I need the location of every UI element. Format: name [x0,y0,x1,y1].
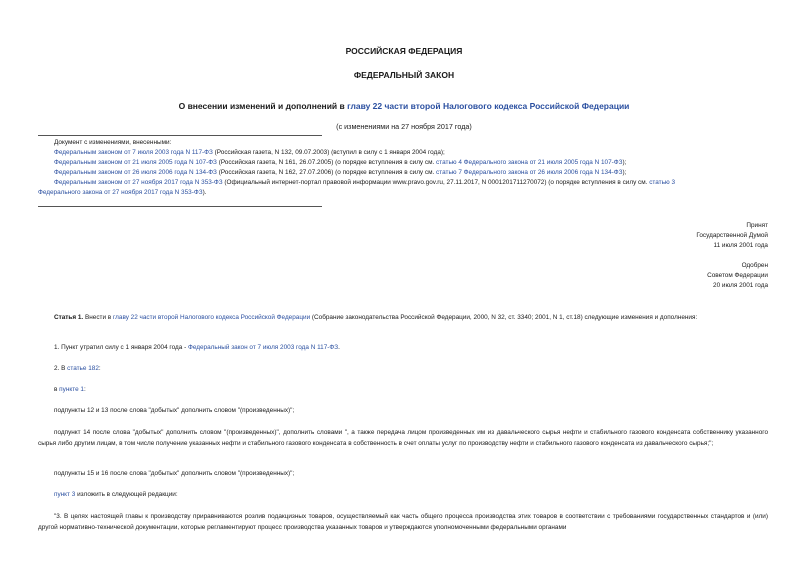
article-label: Статья 1. [54,314,84,321]
paragraph-8: "3. В целях настоящей главы к производству приравниваются розлив подакцизных товаров, осуществляемый как часть общего процесса производства этих товаров в соответствии с требованиями государственных стандартов и (или) другой нормативно-технической документации, которые регламентируют процесс производства указанных товаров и утверждаются уполномоченными федеральными органами [38,513,768,531]
change-article-link[interactable]: статью 7 Федерального закона от 26 июля 2006 года N 134-ФЗ [436,169,623,176]
change-article-link[interactable]: статью 4 Федерального закона от 21 июля 2005 года N 107-ФЗ [436,159,623,166]
paragraph-7: пункт 3 изложить в следующей редакции: [54,491,178,498]
point-1-link[interactable]: пункте 1 [59,386,84,393]
country-heading: РОССИЙСКАЯ ФЕДЕРАЦИЯ [345,46,463,56]
council-date: 20 июля 2001 года [713,282,768,289]
paragraph-1: 1. Пункт утратил силу с 1 января 2004 года - Федеральный закон от 7 июля 2003 года N 117-ФЗ. [54,344,340,351]
paragraph-5: подпункт 14 после слова "добытых" дополнить словом "(произведенных)", дополнить словами ", а также передача лицом произведенных им из давальческого сырья нефти и стабильного газового конденсата собственнику указанного сырья либо другим лицам, в том числе получение указанных нефти и стабильного газового конденсата в собственность в счет оплаты услуг по производству нефти и стабильного газового конденсата из давальческого сырья;"; [38,429,768,447]
change-item: Федеральным законом от 27 ноября 2017 года N 353-ФЗ (Официальный интернет-портал правовой информации www.pravo.gov.ru, 27.11.2017, N 0001201711270072) (о порядке вступления в силу см. статью 3 [54,179,676,186]
point-3-link[interactable]: пункт 3 [54,491,76,498]
paragraph-1-link[interactable]: Федеральный закон от 7 июля 2003 года N 117-ФЗ [188,344,339,351]
divider-bottom [38,206,322,207]
duma-date: 11 июля 2001 года [713,242,768,249]
change-link[interactable]: Федеральным законом от 7 июля 2003 года N 117-ФЗ [54,149,213,156]
change-item: Федеральным законом от 21 июля 2005 года N 107-ФЗ (Российская газета, N 161, 26.07.2005) (о порядке вступления в силу см. статью 4 Федерального закона от 21 июля 2005 года N 107-ФЗ); [54,159,627,166]
change-item: Федеральным законом от 26 июля 2006 года N 134-ФЗ (Российская газета, N 162, 27.07.2006) (о порядке вступления в силу см. статью 7 Федерального закона от 26 июля 2006 года N 134-ФЗ); [54,169,627,176]
paragraph-3: в пункте 1: [54,386,86,393]
edition-note: (с изменениями на 27 ноября 2017 года) [336,122,472,131]
article-link[interactable]: главу 22 части второй Налогового кодекса Российской Федерации [112,314,311,321]
changes-intro: Документ с изменениями, внесенными: [54,139,172,146]
accepted-label: Принят [746,222,768,229]
change-link[interactable]: Федеральным законом от 26 июля 2006 года N 134-ФЗ [54,169,217,176]
article-1: Статья 1. Внести в главу 22 части второй Налогового кодекса Российской Федерации (Собрание законодательства Российской Федерации, 2000, N 32, ст. 3340; 2001, N 1, ст.18) следующие изменения и дополнения: [54,314,698,321]
paragraph-2: 2. В статье 182: [54,365,101,372]
article-182-link[interactable]: статье 182 [67,365,99,372]
title-link[interactable]: главу 22 части второй Налогового кодекса Российской Федерации [347,101,630,111]
law-type-heading: ФЕДЕРАЛЬНЫЙ ЗАКОН [353,70,455,80]
title-prefix: О внесении изменений и дополнений в [178,101,345,111]
divider-top [38,135,322,136]
council-label: Советом Федерации [707,272,768,279]
paragraph-6: подпункты 15 и 16 после слова "добытых" дополнить словом "(произведенных)"; [54,470,295,477]
change-item: Федеральным законом от 7 июля 2003 года N 117-ФЗ (Российская газета, N 132, 09.07.2003) (вступил в силу с 1 января 2004 года); [54,149,445,156]
change-article-link[interactable]: Федерального закона от 27 ноября 2017 года N 353-ФЗ [38,189,203,196]
change-link[interactable]: Федеральным законом от 27 ноября 2017 года N 353-ФЗ [54,179,223,186]
change-article-link[interactable]: статью 3 [649,179,676,186]
duma-label: Государственной Думой [696,232,768,239]
approved-label: Одобрен [741,262,768,269]
approval-block [707,261,768,291]
adoption-block [696,221,768,251]
paragraph-4: подпункты 12 и 13 после слова "добытых" дополнить словом "(произведенных)"; [54,407,295,414]
document-title [38,101,770,111]
change-link[interactable]: Федеральным законом от 21 июля 2005 года N 107-ФЗ [54,159,217,166]
change-item-continuation: Федерального закона от 27 ноября 2017 года N 353-ФЗ). [38,189,207,196]
